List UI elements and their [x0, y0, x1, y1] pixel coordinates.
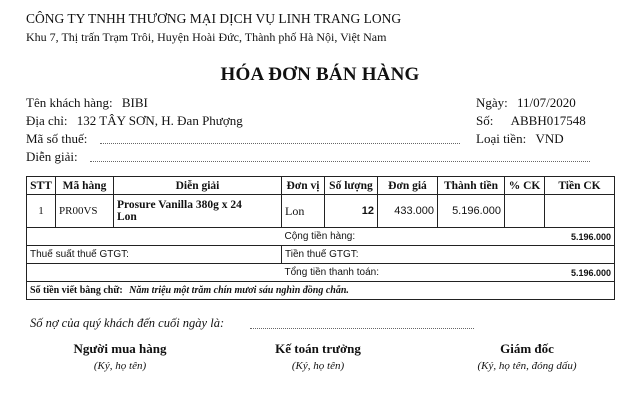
- vat-amount-value: [545, 246, 615, 264]
- header-ck-amt: Tiền CK: [545, 177, 615, 195]
- cell-desc-line2: Lon: [117, 211, 137, 223]
- words-value: Năm triệu một trăm chín mươi sáu nghìn đồng chẵn.: [129, 285, 349, 296]
- header-amount: Thành tiền: [438, 177, 505, 195]
- buyer-signature-note: (Ký, họ tên): [93, 360, 147, 372]
- subtotal-row: [27, 228, 615, 246]
- invoice-number: ABBH017548: [510, 113, 586, 128]
- customer-address-label: Địa chỉ:: [26, 113, 68, 128]
- vat-rate-label: Thuế suất thuế GTGT:: [27, 246, 282, 264]
- customer-name: BIBI: [121, 95, 148, 110]
- header-qty: Số lượng: [325, 177, 378, 195]
- tax-code-label: Mã số thuế:: [26, 131, 88, 146]
- subtotal-value: 5.196.000: [545, 228, 615, 246]
- vat-amount-label: Tiền thuế GTGT:: [282, 246, 545, 264]
- cell-stt: 1: [27, 195, 56, 228]
- total-row: [27, 264, 615, 282]
- header-code: Mã hàng: [56, 177, 114, 195]
- header-price: Đơn giá: [378, 177, 438, 195]
- customer-name-label: Tên khách hàng:: [26, 95, 113, 110]
- number-label: Số:: [476, 113, 494, 128]
- total-label: Tổng tiền thanh toán:: [282, 264, 545, 282]
- tax-code-dotted-line: [100, 143, 460, 144]
- date-label: Ngày:: [476, 95, 508, 110]
- cell-amount: 5.196.000: [438, 195, 505, 228]
- words-label: Số tiền viết bằng chữ:: [30, 285, 123, 296]
- table-row: [27, 195, 615, 228]
- company-address: Khu 7, Thị trấn Trạm Trôi, Huyện Hoài Đức, Thành phố Hà Nội, Việt Nam: [26, 30, 387, 44]
- currency-value: VND: [535, 131, 564, 146]
- customer-address-row: [26, 113, 243, 129]
- header-desc: Diễn giải: [114, 177, 282, 195]
- company-name: CÔNG TY TNHH THƯƠNG MẠI DỊCH VỤ LINH TRANG LONG: [26, 11, 402, 26]
- customer-address: 132 TÂY SƠN, H. Đan Phượng: [76, 113, 243, 128]
- invoice-table: [26, 176, 615, 300]
- subtotal-label: Cộng tiền hàng:: [282, 228, 545, 246]
- debt-dotted-line: [250, 328, 474, 329]
- note-dotted-line: [90, 161, 590, 162]
- total-value: 5.196.000: [545, 264, 615, 282]
- cell-price: 433.000: [378, 195, 438, 228]
- accountant-signature-note: (Ký, họ tên): [291, 360, 345, 372]
- director-signature-title: Giám đốc: [500, 341, 554, 356]
- cell-ck-pct: [505, 195, 545, 228]
- header-unit: Đơn vị: [282, 177, 325, 195]
- cell-unit: Lon: [282, 195, 325, 228]
- customer-name-row: [26, 95, 148, 111]
- cell-ck-amt: [545, 195, 615, 228]
- header-ck-pct: % CK: [505, 177, 545, 195]
- invoice-date: 11/07/2020: [517, 95, 576, 110]
- currency-label: Loại tiền:: [476, 131, 527, 146]
- accountant-signature-title: Kế toán trưởng: [275, 341, 361, 356]
- vat-row: [27, 246, 615, 264]
- amount-in-words-row: [27, 282, 615, 300]
- table-header-row: [27, 177, 615, 195]
- cell-desc: [114, 195, 282, 228]
- date-row: [476, 95, 576, 111]
- cell-desc-line1: Prosure Vanilla 380g x 24: [117, 199, 242, 211]
- number-row: [476, 113, 586, 129]
- cell-qty: 12: [325, 195, 378, 228]
- currency-row: [476, 131, 564, 147]
- note-label: Diễn giải:: [26, 149, 78, 164]
- buyer-signature-title: Người mua hàng: [73, 341, 167, 356]
- header-stt: STT: [27, 177, 56, 195]
- director-signature-note: (Ký, họ tên, đóng dấu): [477, 360, 577, 372]
- invoice-title: HÓA ĐƠN BÁN HÀNG: [220, 64, 420, 85]
- cell-code: PR00VS: [56, 195, 114, 228]
- debt-label: Số nợ của quý khách đến cuối ngày là:: [30, 316, 225, 330]
